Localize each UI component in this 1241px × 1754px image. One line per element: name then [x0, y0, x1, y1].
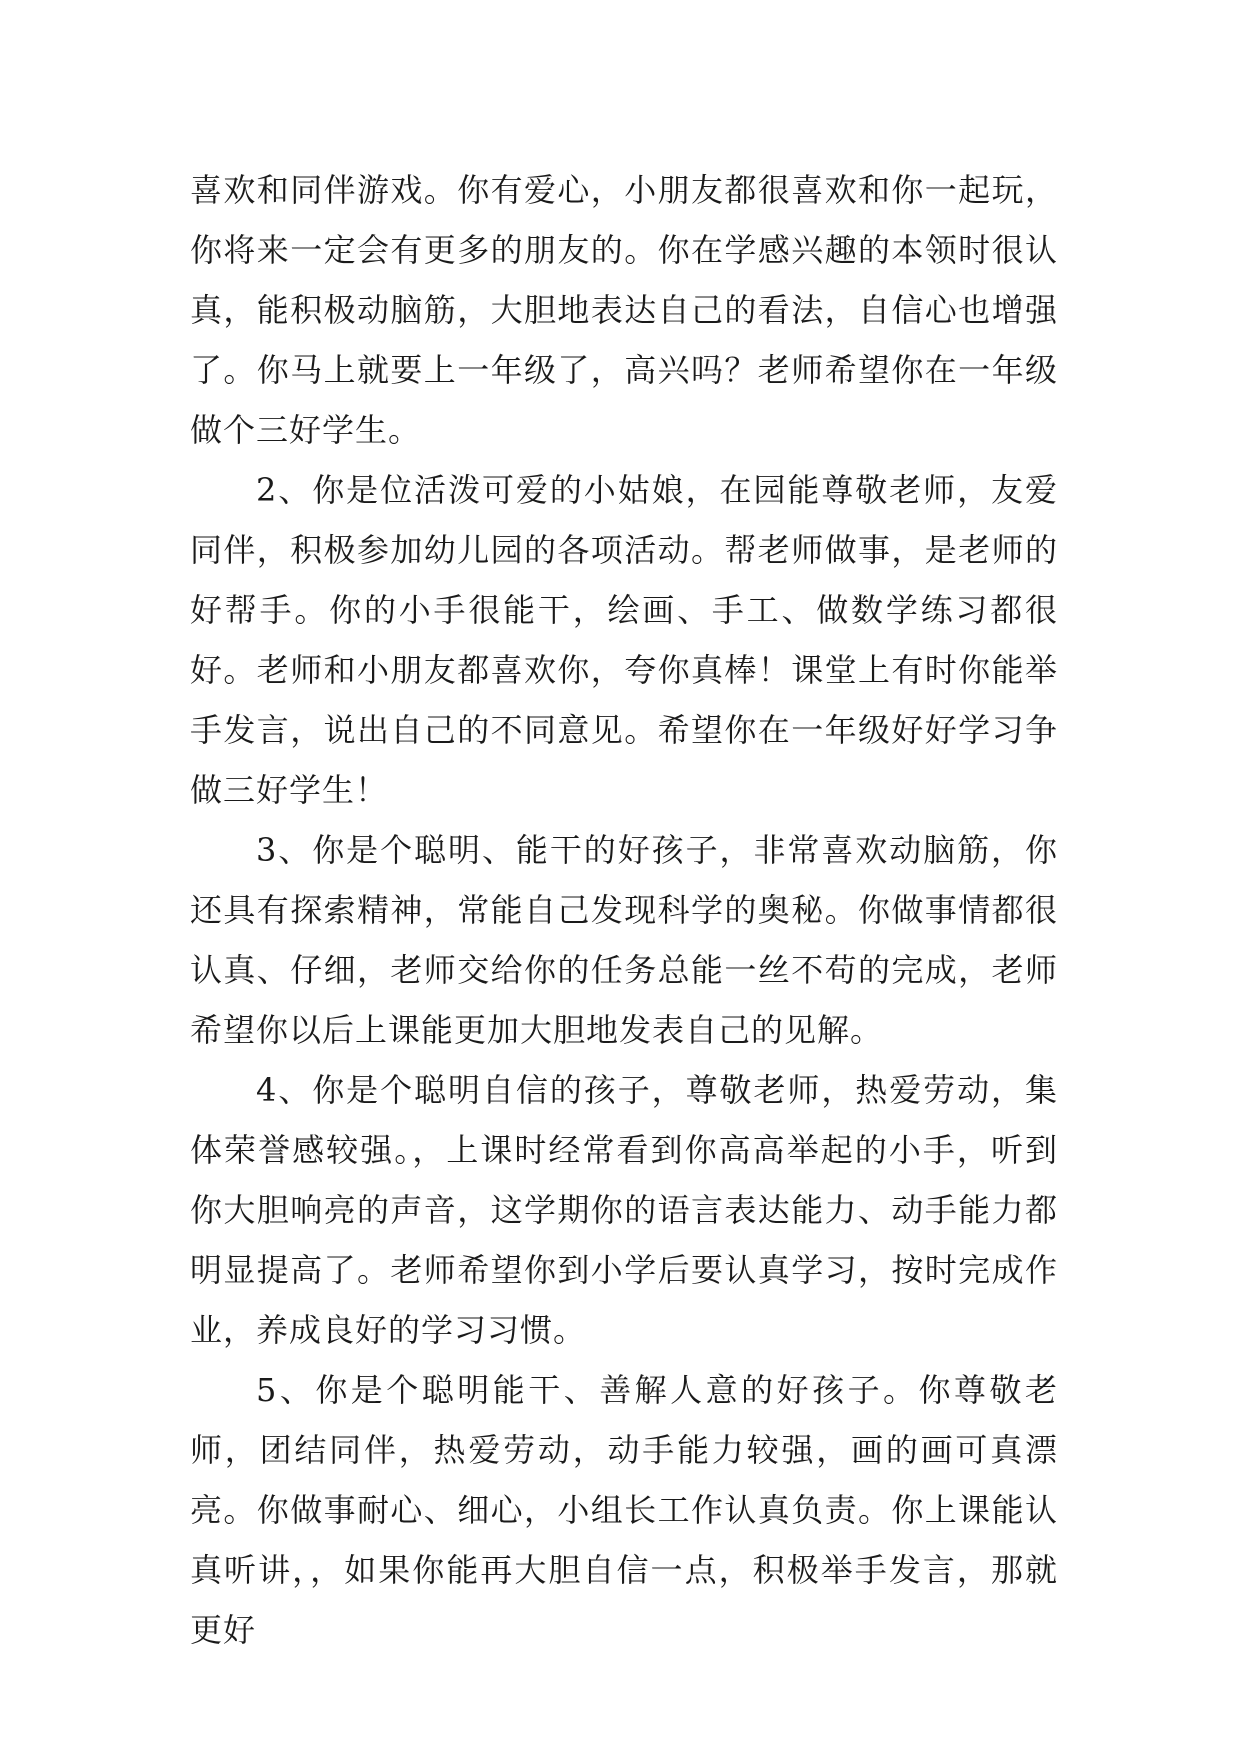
paragraph-5: 5、你是个聪明能干、善解人意的好孩子。你尊敬老师，团结同伴，热爱劳动，动手能力较强，画的画可真漂亮。你做事耐心、细心，小组长工作认真负责。你上课能认真听讲，，如果你能再大胆自信一点，积极举手发言，那就更好 — [190, 1371, 1058, 1649]
paragraph-1-continued: 喜欢和同伴游戏。你有爱心，小朋友都很喜欢和你一起玩，你将来一定会有更多的朋友的。你在学感兴趣的本领时很认真，能积极动脑筋，大胆地表达自己的看法，自信心也增强了。你马上就要上一年级了，高兴吗？老师希望你在一年级做个三好学生。 — [190, 171, 1058, 449]
paragraph-3: 3、你是个聪明、能干的好孩子，非常喜欢动脑筋，你还具有探索精神，常能自己发现科学的奥秘。你做事情都很认真、仔细，老师交给你的任务总能一丝不苟的完成，老师希望你以后上课能更加大胆地发表自己的见解。 — [190, 831, 1058, 1049]
paragraph-4: 4、你是个聪明自信的孩子，尊敬老师，热爱劳动，集体荣誉感较强。，上课时经常看到你高高举起的小手，听到你大胆响亮的声音，这学期你的语言表达能力、动手能力都明显提高了。老师希望你到小学后要认真学习，按时完成作业，养成良好的学习习惯。 — [190, 1071, 1058, 1349]
paragraph-2: 2、你是位活泼可爱的小姑娘，在园能尊敬老师，友爱同伴，积极参加幼儿园的各项活动。帮老师做事，是老师的好帮手。你的小手很能干，绘画、手工、做数学练习都很好。老师和小朋友都喜欢你，夸你真棒！课堂上有时你能举手发言，说出自己的不同意见。希望你在一年级好好学习争做三好学生！ — [190, 471, 1058, 809]
document-body — [190, 160, 1058, 1660]
